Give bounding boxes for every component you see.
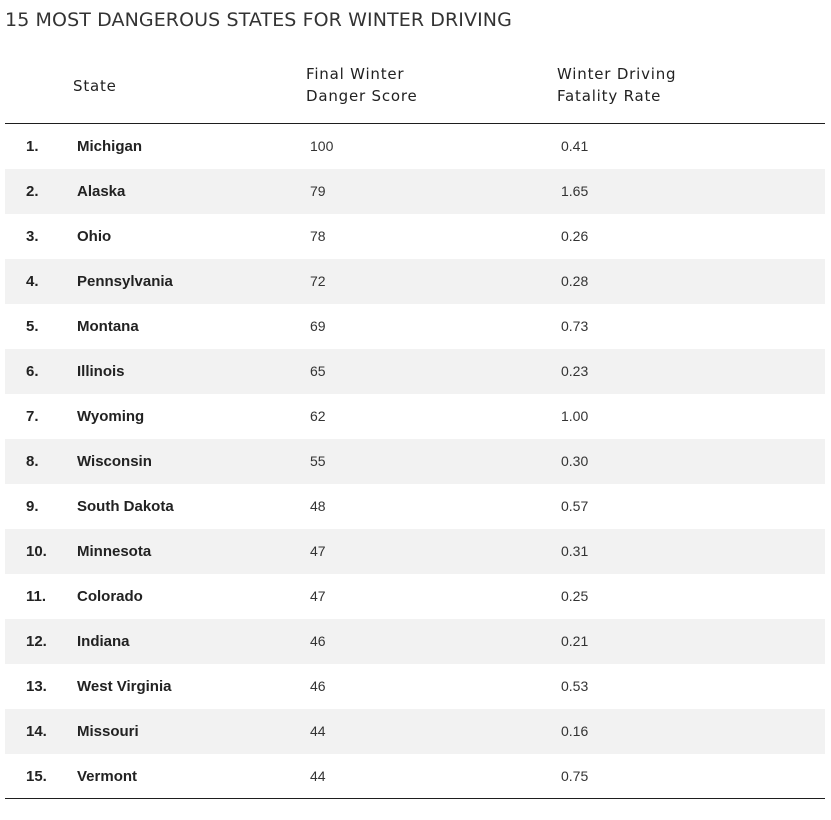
fatality-rate-cell: 0.30 xyxy=(561,453,589,469)
score-cell: 47 xyxy=(310,588,326,604)
table-row xyxy=(5,664,825,709)
table-row xyxy=(5,304,825,349)
fatality-rate-cell: 0.23 xyxy=(561,363,589,379)
column-header-score-line-1: Final Winter xyxy=(306,65,405,83)
rank-cell: 5. xyxy=(26,318,39,335)
state-cell: Ohio xyxy=(77,228,112,245)
score-cell: 46 xyxy=(310,633,326,649)
column-header-rate xyxy=(557,63,676,107)
state-cell: Michigan xyxy=(77,138,143,155)
fatality-rate-cell: 0.75 xyxy=(561,768,589,784)
fatality-rate-cell: 0.25 xyxy=(561,588,589,604)
fatality-rate-cell: 0.21 xyxy=(561,633,589,649)
rank-cell: 13. xyxy=(26,678,47,695)
fatality-rate-cell: 0.16 xyxy=(561,723,589,739)
table-title: 15 MOST DANGEROUS STATES FOR WINTER DRIVING xyxy=(5,9,512,31)
score-cell: 72 xyxy=(310,273,326,289)
fatality-rate-cell: 0.53 xyxy=(561,678,589,694)
rank-cell: 12. xyxy=(26,633,47,650)
column-header-score xyxy=(306,63,418,107)
state-cell: South Dakota xyxy=(77,498,174,515)
state-cell: Pennsylvania xyxy=(77,273,173,290)
fatality-rate-cell: 0.28 xyxy=(561,273,589,289)
fatality-rate-cell: 0.41 xyxy=(561,138,589,154)
table-row xyxy=(5,709,825,754)
table-row xyxy=(5,349,825,394)
rank-cell: 15. xyxy=(26,768,47,785)
state-cell: Minnesota xyxy=(77,543,152,560)
state-cell: Alaska xyxy=(77,183,126,200)
column-header-rate-line-1: Winter Driving xyxy=(557,65,677,83)
table-row xyxy=(5,124,825,169)
table-body xyxy=(5,124,825,799)
table-row xyxy=(5,259,825,304)
table-bottom-divider xyxy=(5,798,825,799)
score-cell: 44 xyxy=(310,768,326,784)
rank-cell: 3. xyxy=(26,228,39,245)
state-cell: Wisconsin xyxy=(77,453,152,470)
table-row xyxy=(5,619,825,664)
fatality-rate-cell: 0.73 xyxy=(561,318,589,334)
table-row xyxy=(5,484,825,529)
state-cell: Wyoming xyxy=(77,408,145,425)
column-header-rate-line-2: Fatality Rate xyxy=(557,87,662,105)
state-cell: Illinois xyxy=(77,363,125,380)
column-header-state-label: State xyxy=(73,77,117,95)
table-row xyxy=(5,574,825,619)
rank-cell: 4. xyxy=(26,273,39,290)
rank-cell: 2. xyxy=(26,183,39,200)
state-cell: Montana xyxy=(77,318,139,335)
rank-cell: 1. xyxy=(26,138,39,155)
table-row xyxy=(5,529,825,574)
score-cell: 100 xyxy=(310,138,334,154)
table-row xyxy=(5,214,825,259)
score-cell: 55 xyxy=(310,453,326,469)
rank-cell: 7. xyxy=(26,408,39,425)
table-row xyxy=(5,169,825,214)
score-cell: 65 xyxy=(310,363,326,379)
fatality-rate-cell: 0.31 xyxy=(561,543,589,559)
table-row xyxy=(5,754,825,799)
score-cell: 78 xyxy=(310,228,326,244)
fatality-rate-cell: 0.26 xyxy=(561,228,589,244)
score-cell: 48 xyxy=(310,498,326,514)
state-cell: Missouri xyxy=(77,723,139,740)
rank-cell: 8. xyxy=(26,453,39,470)
score-cell: 79 xyxy=(310,183,326,199)
score-cell: 44 xyxy=(310,723,326,739)
score-cell: 62 xyxy=(310,408,326,424)
rank-cell: 9. xyxy=(26,498,39,515)
column-header-state xyxy=(73,75,117,97)
state-cell: Vermont xyxy=(77,768,138,785)
score-cell: 46 xyxy=(310,678,326,694)
table-row xyxy=(5,394,825,439)
rank-cell: 11. xyxy=(26,588,47,605)
score-cell: 69 xyxy=(310,318,326,334)
fatality-rate-cell: 1.65 xyxy=(561,183,589,199)
rank-cell: 6. xyxy=(26,363,39,380)
state-cell: Colorado xyxy=(77,588,143,605)
fatality-rate-cell: 1.00 xyxy=(561,408,589,424)
fatality-rate-cell: 0.57 xyxy=(561,498,589,514)
column-header-score-line-2: Danger Score xyxy=(306,87,418,105)
table-row xyxy=(5,439,825,484)
rank-cell: 10. xyxy=(26,543,47,560)
state-cell: West Virginia xyxy=(77,678,172,695)
state-cell: Indiana xyxy=(77,633,130,650)
score-cell: 47 xyxy=(310,543,326,559)
rank-cell: 14. xyxy=(26,723,47,740)
